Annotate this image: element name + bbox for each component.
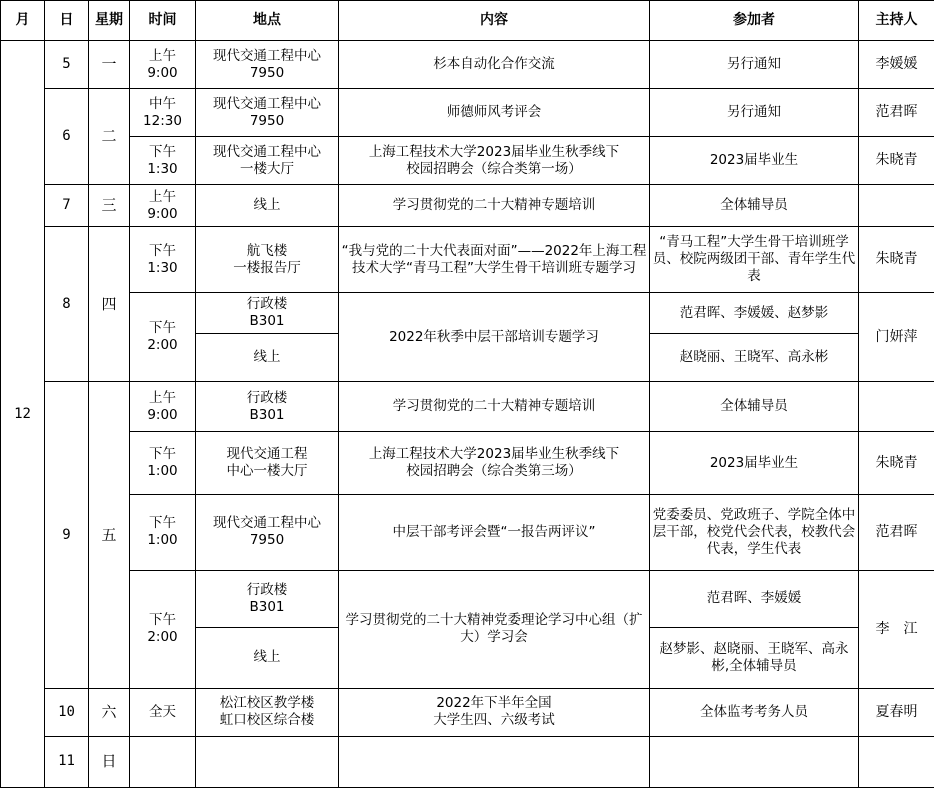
table-row bbox=[1, 227, 934, 293]
weekday-cell: 五 bbox=[89, 382, 130, 688]
time-cell: 下午 1:30 bbox=[130, 227, 196, 293]
attendees-cell: 全体监考考务人员 bbox=[650, 688, 859, 736]
content-cell: 上海工程技术大学2023届毕业生秋季线下 校园招聘会（综合类第三场） bbox=[339, 432, 650, 494]
content-cell: 学习贯彻党的二十大精神专题培训 bbox=[339, 382, 650, 432]
attendees-cell: 赵梦影、赵晓丽、王晓军、高永彬,全体辅导员 bbox=[650, 627, 859, 688]
host-cell: 朱晓青 bbox=[859, 227, 934, 293]
table-row bbox=[1, 185, 934, 227]
header-weekday: 星期 bbox=[89, 1, 130, 41]
attendees-cell: 另行通知 bbox=[650, 89, 859, 137]
host-cell: 李媛媛 bbox=[859, 41, 934, 89]
weekday-cell: 四 bbox=[89, 227, 130, 382]
content-cell: 学习贯彻党的二十大精神专题培训 bbox=[339, 185, 650, 227]
weekday-cell: 二 bbox=[89, 89, 130, 185]
content-cell: 师德师风考评会 bbox=[339, 89, 650, 137]
time-cell: 上午 9:00 bbox=[130, 41, 196, 89]
content-cell bbox=[339, 736, 650, 787]
location-cell: 现代交通工程中心 一楼大厅 bbox=[196, 137, 339, 185]
day-cell: 11 bbox=[45, 736, 89, 787]
day-cell: 6 bbox=[45, 89, 89, 185]
day-cell: 5 bbox=[45, 41, 89, 89]
location-cell: 线上 bbox=[196, 334, 339, 382]
location-cell: 行政楼 B301 bbox=[196, 382, 339, 432]
day-cell: 9 bbox=[45, 382, 89, 688]
header-day: 日 bbox=[45, 1, 89, 41]
location-cell bbox=[196, 736, 339, 787]
time-cell bbox=[130, 736, 196, 787]
content-cell: 杉本自动化合作交流 bbox=[339, 41, 650, 89]
location-cell: 行政楼 B301 bbox=[196, 570, 339, 627]
time-cell: 上午 9:00 bbox=[130, 185, 196, 227]
content-cell: 学习贯彻党的二十大精神党委理论学习中心组（扩大）学习会 bbox=[339, 570, 650, 688]
header-attendees: 参加者 bbox=[650, 1, 859, 41]
host-cell: 朱晓青 bbox=[859, 137, 934, 185]
table-row bbox=[1, 137, 934, 185]
month-cell: 12 bbox=[1, 41, 45, 788]
attendees-cell: 全体辅导员 bbox=[650, 185, 859, 227]
location-cell: 航飞楼 一楼报告厅 bbox=[196, 227, 339, 293]
location-cell: 现代交通工程中心 7950 bbox=[196, 41, 339, 89]
attendees-cell: 范君晖、李媛媛、赵梦影 bbox=[650, 293, 859, 334]
content-cell: 中层干部考评会暨“一报告两评议” bbox=[339, 494, 650, 570]
host-cell bbox=[859, 185, 934, 227]
host-cell: 夏春明 bbox=[859, 688, 934, 736]
time-cell: 中午 12:30 bbox=[130, 89, 196, 137]
attendees-cell: 2023届毕业生 bbox=[650, 137, 859, 185]
day-cell: 8 bbox=[45, 227, 89, 382]
host-cell: 李 江 bbox=[859, 570, 934, 688]
weekday-cell: 六 bbox=[89, 688, 130, 736]
location-cell: 松江校区教学楼 虹口校区综合楼 bbox=[196, 688, 339, 736]
attendees-cell: 赵晓丽、王晓军、高永彬 bbox=[650, 334, 859, 382]
table-row bbox=[1, 432, 934, 494]
attendees-cell bbox=[650, 736, 859, 787]
content-cell: 上海工程技术大学2023届毕业生秋季线下 校园招聘会（综合类第一场） bbox=[339, 137, 650, 185]
table-row bbox=[1, 382, 934, 432]
header-month: 月 bbox=[1, 1, 45, 41]
location-cell: 现代交通工程中心 7950 bbox=[196, 89, 339, 137]
weekday-cell: 一 bbox=[89, 41, 130, 89]
host-cell bbox=[859, 736, 934, 787]
content-cell: “我与党的二十大代表面对面”——2022年上海工程技术大学“青马工程”大学生骨干培训班专题学习 bbox=[339, 227, 650, 293]
time-cell: 下午 1:00 bbox=[130, 494, 196, 570]
header-content: 内容 bbox=[339, 1, 650, 41]
day-cell: 10 bbox=[45, 688, 89, 736]
table-row bbox=[1, 41, 934, 89]
time-cell: 下午 1:30 bbox=[130, 137, 196, 185]
header-time: 时间 bbox=[130, 1, 196, 41]
table-row bbox=[1, 570, 934, 627]
attendees-cell: 全体辅导员 bbox=[650, 382, 859, 432]
day-cell: 7 bbox=[45, 185, 89, 227]
content-cell: 2022年下半年全国 大学生四、六级考试 bbox=[339, 688, 650, 736]
time-cell: 下午 2:00 bbox=[130, 570, 196, 688]
table-row bbox=[1, 736, 934, 787]
table-row bbox=[1, 293, 934, 334]
header-location: 地点 bbox=[196, 1, 339, 41]
weekday-cell: 日 bbox=[89, 736, 130, 787]
location-cell: 线上 bbox=[196, 627, 339, 688]
header-host: 主持人 bbox=[859, 1, 934, 41]
time-cell: 全天 bbox=[130, 688, 196, 736]
time-cell: 下午 1:00 bbox=[130, 432, 196, 494]
table-row bbox=[1, 89, 934, 137]
host-cell bbox=[859, 382, 934, 432]
location-cell: 现代交通工程 中心一楼大厅 bbox=[196, 432, 339, 494]
table-row bbox=[1, 688, 934, 736]
attendees-cell: “青马工程”大学生骨干培训班学员、校院两级团干部、青年学生代表 bbox=[650, 227, 859, 293]
time-cell: 下午 2:00 bbox=[130, 293, 196, 382]
attendees-cell: 范君晖、李媛媛 bbox=[650, 570, 859, 627]
host-cell: 门妍萍 bbox=[859, 293, 934, 382]
host-cell: 朱晓青 bbox=[859, 432, 934, 494]
weekday-cell: 三 bbox=[89, 185, 130, 227]
header-row bbox=[1, 1, 934, 41]
content-cell: 2022年秋季中层干部培训专题学习 bbox=[339, 293, 650, 382]
time-cell: 上午 9:00 bbox=[130, 382, 196, 432]
location-cell: 行政楼 B301 bbox=[196, 293, 339, 334]
host-cell: 范君晖 bbox=[859, 89, 934, 137]
attendees-cell: 党委委员、党政班子、学院全体中层干部，校党代会代表，校教代会代表，学生代表 bbox=[650, 494, 859, 570]
host-cell: 范君晖 bbox=[859, 494, 934, 570]
location-cell: 线上 bbox=[196, 185, 339, 227]
attendees-cell: 另行通知 bbox=[650, 41, 859, 89]
attendees-cell: 2023届毕业生 bbox=[650, 432, 859, 494]
location-cell: 现代交通工程中心 7950 bbox=[196, 494, 339, 570]
table-row bbox=[1, 494, 934, 570]
